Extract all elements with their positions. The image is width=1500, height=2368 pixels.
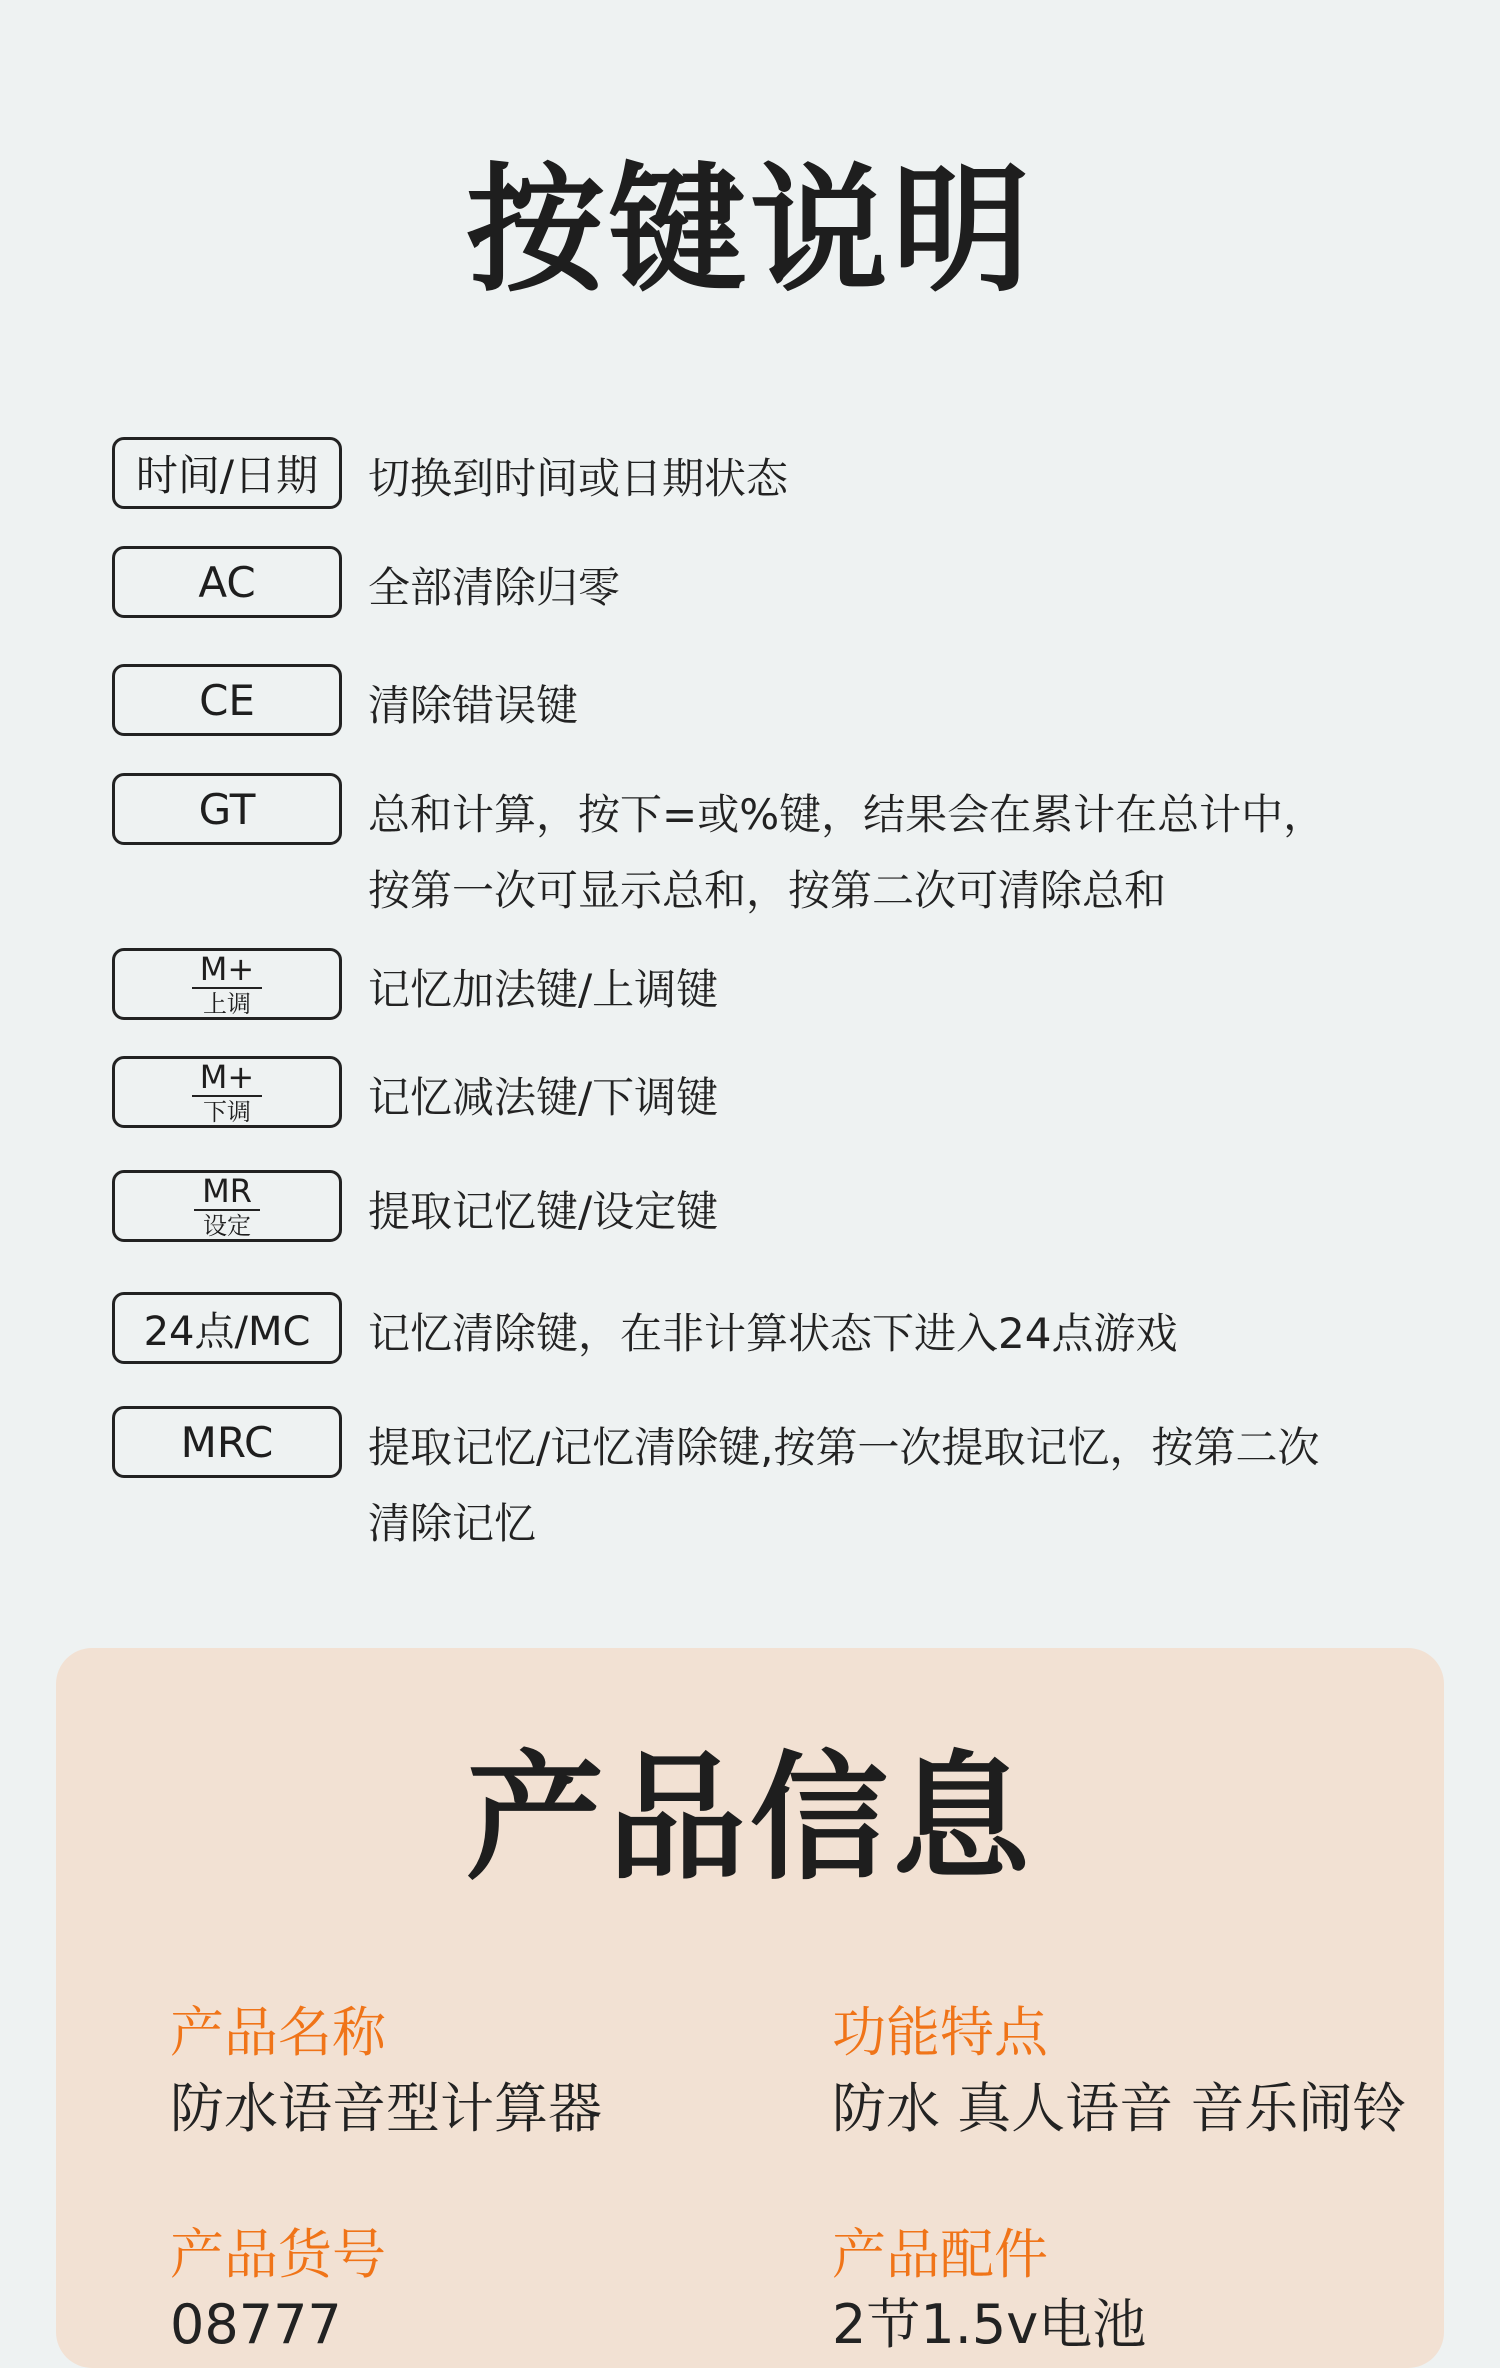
key-fraction-top: M+	[192, 953, 262, 989]
key-description-line: 按第一次可显示总和，按第二次可清除总和	[368, 866, 1167, 915]
key-description-line: 记忆减法键/下调键	[368, 1073, 719, 1122]
key-description-line: 清除错误键	[368, 681, 579, 730]
key-description-line: 提取记忆/记忆清除键,按第一次提取记忆，按第二次	[368, 1423, 1320, 1472]
key-badge-ac[interactable]: AC	[112, 546, 342, 618]
key-description	[368, 1296, 1408, 1372]
key-badge-gt[interactable]: GT	[112, 773, 342, 845]
key-description-line: 提取记忆键/设定键	[368, 1187, 719, 1236]
key-description	[368, 668, 1408, 744]
key-fraction-bottom: 下调	[202, 1097, 251, 1126]
info-value-features: 防水 真人语音 音乐闹铃	[832, 2077, 1407, 2140]
key-fraction	[192, 949, 262, 1018]
key-description	[368, 952, 1408, 1028]
key-description-line: 记忆加法键/上调键	[368, 965, 719, 1014]
key-badge-mr[interactable]	[112, 1170, 342, 1242]
key-badge-m-plus-down[interactable]	[112, 1056, 342, 1128]
key-badge-m-plus-up[interactable]	[112, 948, 342, 1020]
key-badge-mrc[interactable]: MRC	[112, 1406, 342, 1478]
key-description-line: 清除记忆	[368, 1499, 537, 1548]
key-description	[368, 441, 1408, 517]
key-fraction-top: M+	[192, 1061, 262, 1097]
key-description-line: 记忆清除键，在非计算状态下进入24点游戏	[368, 1309, 1178, 1358]
key-description	[368, 1060, 1408, 1136]
info-value-accessories: 2节1.5v电池	[832, 2293, 1147, 2356]
key-fraction-bottom: 设定	[203, 1211, 251, 1240]
info-value-product-name: 防水语音型计算器	[170, 2077, 602, 2140]
info-label-item-number: 产品货号	[170, 2223, 386, 2286]
key-fraction	[194, 1171, 260, 1240]
key-description	[368, 550, 1408, 626]
info-value-item-number: 08777	[170, 2293, 342, 2356]
key-badge-ce[interactable]: CE	[112, 664, 342, 736]
key-fraction-bottom: 上调	[202, 989, 251, 1018]
key-description	[368, 1174, 1408, 1250]
key-fraction-top: MR	[194, 1175, 260, 1211]
key-description	[368, 777, 1408, 929]
key-description	[368, 1410, 1408, 1562]
key-badge-time-date[interactable]: 时间/日期	[112, 437, 342, 509]
keys-section-title: 按键说明	[465, 150, 1034, 311]
info-label-product-name: 产品名称	[170, 2001, 386, 2064]
key-description-line: 总和计算，按下=或%键，结果会在累计在总计中，	[368, 790, 1326, 839]
key-description-line: 全部清除归零	[368, 563, 621, 612]
key-description-line: 切换到时间或日期状态	[368, 454, 789, 503]
info-section-title: 产品信息	[465, 1738, 1034, 1899]
info-label-features: 功能特点	[832, 2001, 1048, 2064]
key-fraction	[192, 1057, 262, 1126]
info-label-accessories: 产品配件	[832, 2223, 1048, 2286]
key-badge-24-mc[interactable]: 24点/MC	[112, 1292, 342, 1364]
